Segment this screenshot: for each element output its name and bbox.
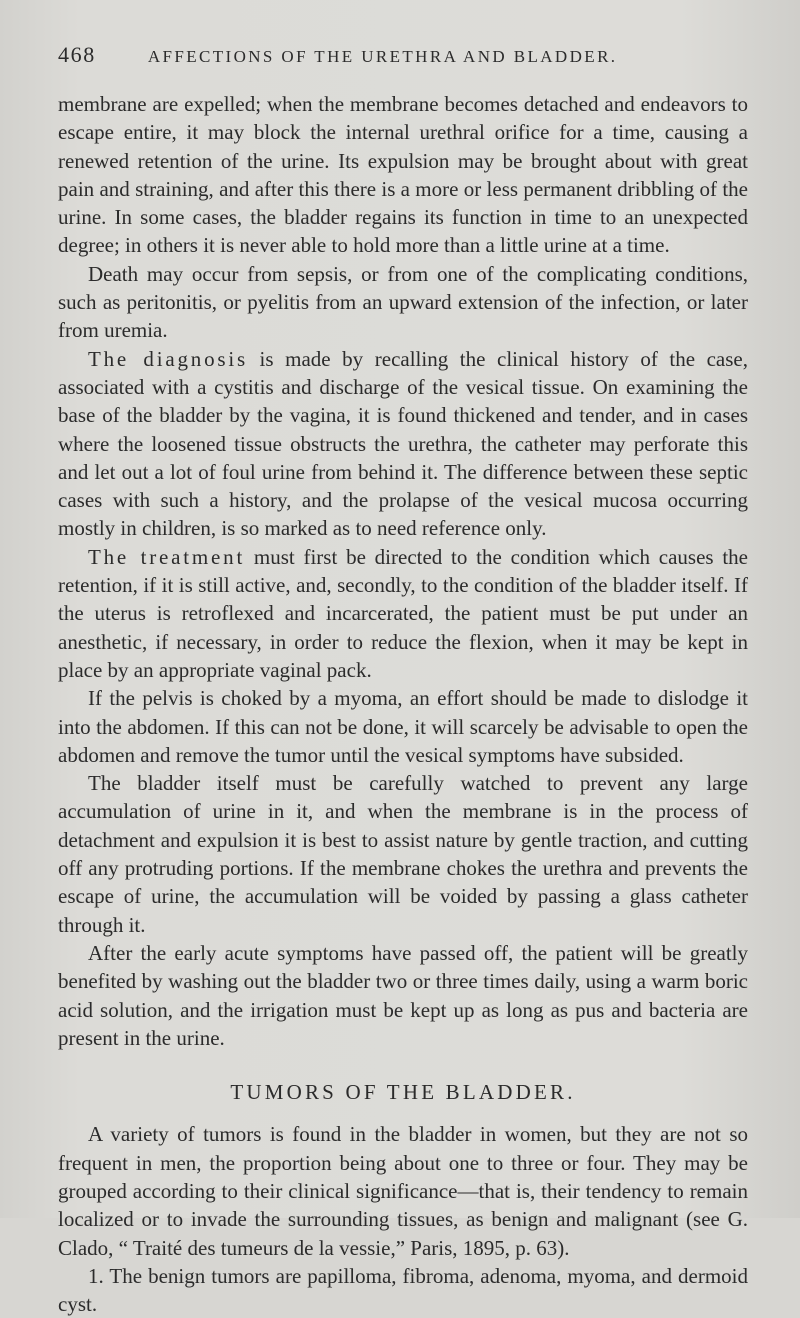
paragraph-tumors-intro: A variety of tumors is found in the bladder in women, but they are not so frequent in men, the proportion being about one to three or four. They may be grouped according to their clinical significance—that is, their tendency to remain localized or to invade the surrounding tissues, as benign and malignant (see G. Clado, “ Traité des tumeurs de la vessie,” Paris, 1895, p. 63). — [58, 1122, 748, 1260]
diagnosis-text: is made by recalling the clinical history of the case, associated with a cystitis and discharge of the vesical tissue. On examining the base of the bladder by the vagina, it is found thickened and tender, and in cases where the loosened tissue obstructs the urethra, the catheter may perforate this and let out a lot of foul urine from behind it. The difference between these septic cases with such a history, and the prolapse of the vesical mucosa occurring mostly in children, is so marked as to need reference only. — [58, 346, 749, 541]
diagnosis-lead: The diagnosis — [88, 346, 248, 371]
running-header — [58, 42, 748, 68]
paragraph-myoma: If the pelvis is choked by a myoma, an effort should be made to dislodge it into the abdomen. If this can not be done, it will scarcely be advisable to open the abdomen and remove the tumor until the vesical symptoms have subsided. — [58, 686, 748, 767]
paragraph-diagnosis — [58, 345, 748, 543]
running-title: AFFECTIONS OF THE URETHRA AND BLADDER. — [147, 47, 618, 66]
body-text — [58, 90, 748, 1318]
paragraph-continuation: membrane are expelled; when the membrane becomes detached and endeavors to escape entire, it may block the internal urethral orifice for a time, causing a renewed retention of the urine. Its expulsion may be brought about with great pain and straining, and after this there is a more or less permanent dribbling of the urine. In some cases, the bladder regains its function in time to an unexpected degree; in others it is never able to hold more than a little urine at a time. — [58, 92, 748, 258]
treatment-text: must first be directed to the condition which causes the retention, if it is still active, and, secondly, to the condition of the bladder itself. If the uterus is retroflexed and incarcerated, the patient must be put under an anesthetic, if necessary, in order to reduce the flexion, when it may be kept in place by an appropriate vaginal pack. — [58, 544, 748, 682]
paragraph-aftercare: After the early acute symptoms have passed off, the patient will be greatly benefited by washing out the bladder two or three times daily, using a warm boric acid solution, and the irrigation must be kept up as long as pus and bacteria are present in the urine. — [58, 940, 748, 1050]
paragraph-treatment — [58, 543, 748, 684]
section-heading: TUMORS OF THE BLADDER. — [230, 1080, 576, 1105]
page-number: 468 — [58, 42, 96, 67]
treatment-lead: The treatment — [88, 544, 246, 569]
paragraph-death: Death may occur from sepsis, or from one of the complicating conditions, such as peritonitis, or pyelitis from an upward extension of the infection, or later from uremia. — [58, 261, 748, 343]
paragraph-benign-tumors: 1. The benign tumors are papilloma, fibroma, adenoma, myoma, and dermoid cyst. — [58, 1263, 748, 1317]
paragraph-bladder-care: The bladder itself must be carefully watched to prevent any large accumulation of urine in it, and when the membrane is in the process of detachment and expulsion it is best to assist nature by gentle traction, and cutting off any protruding portions. If the membrane chokes the urethra and prevents the escape of urine, the accumulation will be voided by passing a glass catheter through it. — [58, 771, 748, 937]
